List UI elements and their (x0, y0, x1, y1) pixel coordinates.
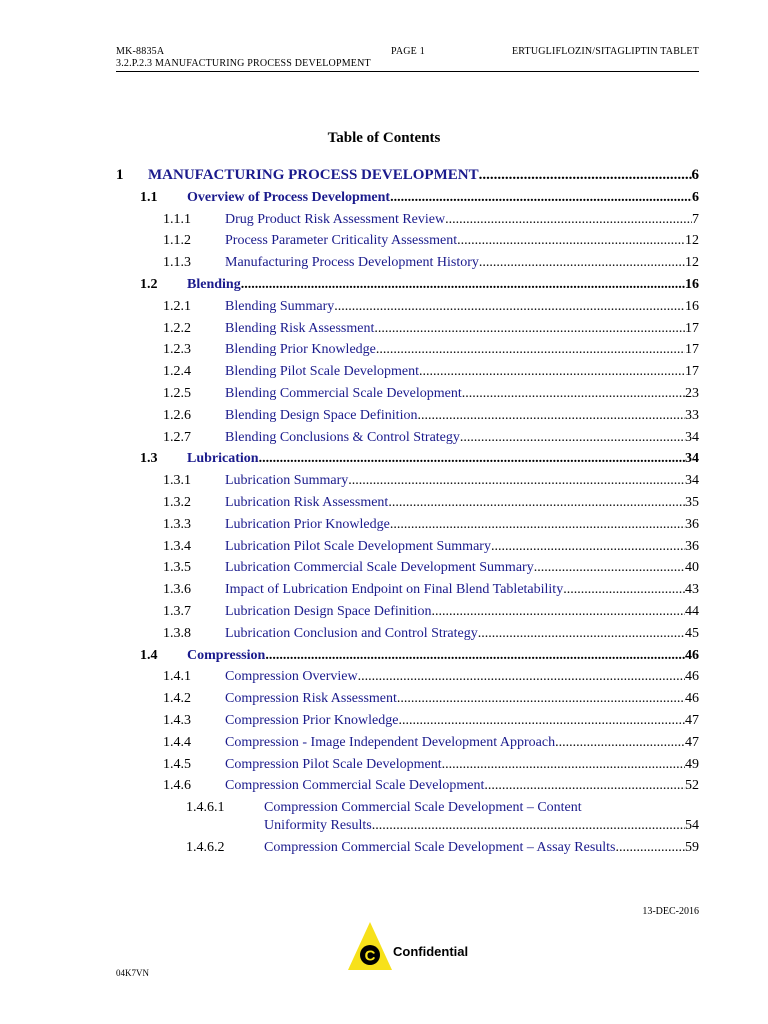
toc-entry-continuation[interactable] (264, 814, 699, 834)
toc-leader-dots (372, 818, 685, 834)
toc-leader-dots (479, 167, 692, 184)
toc-entry[interactable] (163, 556, 699, 576)
toc-entry-page: 59 (685, 840, 699, 855)
toc-entry[interactable] (140, 273, 699, 293)
toc-entry-page: 46 (685, 691, 699, 707)
toc-entry-number: 1.3.4 (163, 538, 191, 554)
toc-entry-page: 12 (685, 255, 699, 271)
toc-entry-page: 46 (685, 647, 699, 663)
toc-entry-number: 1.3.5 (163, 560, 191, 576)
toc-entry-page: 17 (685, 320, 699, 336)
toc-entry[interactable] (140, 644, 699, 664)
toc-entry-page: 17 (685, 364, 699, 380)
toc-leader-dots (259, 451, 685, 467)
toc-entry-label[interactable]: Compression Commercial Scale Development – Assay Results (264, 840, 616, 855)
toc-entry-label[interactable]: Drug Product Risk Assessment Review (225, 211, 446, 227)
toc-entry[interactable] (163, 317, 699, 337)
toc-leader-dots (417, 408, 685, 424)
toc-entry[interactable] (163, 687, 699, 707)
toc-entry[interactable] (163, 731, 699, 751)
toc-entry-number: 1.1 (140, 189, 158, 205)
toc-entry[interactable] (163, 578, 699, 598)
toc-entry-label[interactable]: Blending Summary (225, 298, 335, 314)
toc-entry-page: 52 (685, 778, 699, 794)
toc-entry-label[interactable]: Manufacturing Process Development History (225, 255, 479, 271)
toc-entry-page: 47 (685, 713, 699, 728)
toc-entry-label[interactable]: Compression Commercial Scale Development – Content (264, 800, 582, 816)
toc-entry-label[interactable]: Compression Pilot Scale Development (225, 756, 442, 772)
toc-entry-label[interactable]: Compression Prior Knowledge (225, 713, 399, 728)
toc-entry-label[interactable]: Lubrication Pilot Scale Development Summary (225, 538, 491, 554)
toc-leader-dots (478, 626, 685, 642)
toc-entry[interactable] (163, 295, 699, 315)
toc-entry-page: 7 (692, 211, 699, 227)
toc-entry-label[interactable]: Blending Risk Assessment (225, 320, 375, 336)
toc-leader-dots (397, 691, 685, 707)
toc-entry-page: 54 (685, 818, 699, 834)
toc-entry[interactable] (163, 208, 699, 228)
toc-entry-number: 1.1.1 (163, 211, 191, 227)
toc-leader-dots (431, 604, 685, 620)
toc-entry-page: 40 (685, 560, 699, 576)
toc-entry-label[interactable]: Blending Prior Knowledge (225, 342, 376, 358)
toc-entry[interactable] (186, 836, 699, 856)
toc-entry-page: 34 (685, 473, 699, 489)
toc-leader-dots (457, 233, 685, 249)
header-doc-code: MK-8835A (116, 46, 165, 57)
toc-entry-label[interactable]: Blending (187, 277, 241, 292)
toc-entry-label[interactable]: Blending Pilot Scale Development (225, 364, 420, 380)
toc-entry-number: 1.4.4 (163, 734, 191, 750)
toc-entry-label[interactable]: Blending Conclusions & Control Strategy (225, 429, 460, 445)
toc-leader-dots (358, 669, 685, 685)
toc-leader-dots (398, 713, 685, 729)
toc-entry[interactable] (163, 491, 699, 511)
header-rule (116, 71, 699, 72)
toc-entry-label[interactable]: Compression - Image Independent Development Approach (225, 734, 556, 750)
toc-entry-number: 1.2.7 (163, 429, 191, 445)
toc-leader-dots (616, 840, 685, 856)
toc-entry-page: 49 (685, 756, 699, 772)
toc-entry-label[interactable]: Compression Commercial Scale Development (225, 778, 485, 794)
toc-entry[interactable] (163, 360, 699, 380)
toc-entry-page: 45 (685, 625, 699, 641)
toc-entry-page: 33 (685, 407, 699, 423)
toc-entry-number: 1.2 (140, 277, 158, 292)
toc-entry-page: 34 (685, 429, 699, 445)
toc-entry-label[interactable]: Lubrication Design Space Definition (225, 604, 432, 619)
toc-entry-label[interactable]: Lubrication Summary (225, 473, 349, 489)
toc-entry-number: 1.4.3 (163, 713, 191, 728)
document-id: 04K7VN (116, 968, 149, 978)
toc-leader-dots (390, 517, 685, 533)
toc-entry-number: 1.3 (140, 451, 158, 467)
toc-leader-dots (374, 321, 685, 337)
toc-entry[interactable] (163, 535, 699, 555)
toc-entry-number: 1.3.8 (163, 625, 191, 641)
toc-leader-dots (484, 778, 685, 794)
toc-entry[interactable] (163, 753, 699, 773)
toc-entry[interactable] (163, 469, 699, 489)
toc-entry-page: 6 (691, 167, 699, 183)
toc-entry[interactable] (163, 251, 699, 271)
toc-entry-page: 23 (685, 386, 699, 401)
toc-entry-page: 16 (685, 277, 699, 292)
toc-entry-number: 1.2.4 (163, 364, 191, 380)
toc-entry-number: 1.2.1 (163, 298, 191, 314)
toc-title: Table of Contents (327, 130, 441, 146)
toc-entry-page: 47 (685, 734, 699, 750)
toc-entry-page: 36 (685, 538, 699, 554)
toc-entry-number: 1.4.5 (163, 756, 191, 772)
toc-entry-number: 1.3.2 (163, 495, 191, 510)
toc-entry-number: 1.3.3 (163, 516, 191, 532)
toc-entry-page: 35 (685, 495, 699, 510)
toc-entry-label[interactable]: Compression Risk Assessment (225, 691, 397, 707)
toc-entry[interactable] (163, 622, 699, 642)
svg-text:C: C (364, 947, 376, 965)
toc-leader-dots (534, 560, 685, 576)
toc-entry[interactable] (163, 665, 699, 685)
toc-leader-dots (241, 277, 685, 293)
toc-entry-page: 44 (685, 604, 699, 619)
toc-entry[interactable] (140, 186, 699, 206)
toc-leader-dots (442, 757, 685, 773)
toc-entry[interactable] (186, 796, 699, 816)
toc-entry-page: 6 (692, 189, 699, 205)
toc-entry-label[interactable]: Blending Commercial Scale Development (225, 386, 462, 401)
toc-entry-label[interactable]: Lubrication Risk Assessment (225, 495, 389, 510)
toc-entry-number: 1.3.7 (163, 604, 191, 619)
toc-leader-dots (563, 582, 685, 598)
toc-entry-number: 1.1.2 (163, 233, 191, 249)
toc-leader-dots (388, 495, 685, 511)
toc-entry-label[interactable]: Blending Design Space Definition (225, 407, 418, 423)
header-product: ERTUGLIFLOZIN/SITAGLIPTIN TABLET (511, 46, 699, 57)
footer-date: 13-DEC-2016 (642, 906, 699, 917)
toc-entry[interactable] (140, 447, 699, 467)
toc-entry-number: 1.4 (140, 647, 158, 663)
header-page-number: PAGE 1 (391, 46, 425, 57)
toc-leader-dots (462, 386, 685, 402)
toc-entry[interactable] (163, 513, 699, 533)
toc-entry-label[interactable]: Compression (187, 647, 266, 663)
toc-entry[interactable] (163, 426, 699, 446)
toc-entry-page: 12 (685, 233, 699, 249)
toc-entry-number: 1.2.2 (163, 320, 191, 336)
toc-entry[interactable] (163, 709, 699, 729)
toc-entry-label[interactable]: Lubrication (187, 451, 259, 467)
toc-entry-page: 36 (685, 516, 699, 532)
toc-entry-label[interactable]: Lubrication Prior Knowledge (225, 516, 390, 532)
toc-entry-label[interactable]: Overview of Process Development (187, 189, 391, 205)
toc-entry[interactable] (163, 229, 699, 249)
toc-leader-dots (348, 473, 685, 489)
toc-entry-page: 34 (685, 451, 699, 467)
toc-entry[interactable] (163, 600, 699, 620)
toc-entry-page: 16 (685, 298, 699, 314)
toc-entry-number: 1.4.1 (163, 669, 191, 685)
header-section: 3.2.P.2.3 MANUFACTURING PROCESS DEVELOPMENT (116, 58, 371, 69)
toc-entry-number: 1 (116, 167, 124, 183)
toc-leader-dots (555, 735, 685, 751)
toc-leader-dots (419, 364, 685, 380)
toc-entry-label-continued[interactable]: Uniformity Results (264, 818, 372, 834)
toc-leader-dots (334, 299, 685, 315)
toc-leader-dots (479, 255, 685, 271)
toc-entry-label[interactable]: Compression Overview (225, 669, 358, 685)
toc-leader-dots (390, 190, 692, 206)
toc-leader-dots (445, 212, 692, 228)
toc-entry-label[interactable]: Lubrication Conclusion and Control Strategy (225, 625, 478, 641)
toc-entry-label[interactable]: MANUFACTURING PROCESS DEVELOPMENT (148, 167, 479, 183)
toc-entry-number: 1.3.6 (163, 582, 191, 598)
toc-entry-number: 1.4.2 (163, 691, 191, 707)
toc-entry-number: 1.1.3 (163, 255, 191, 271)
toc-entry-number: 1.3.1 (163, 473, 191, 489)
toc-entry[interactable] (116, 164, 699, 184)
toc-leader-dots (265, 648, 685, 664)
toc-entry[interactable] (163, 338, 699, 358)
toc-entry-label[interactable]: Process Parameter Criticality Assessment (225, 233, 458, 249)
toc-leader-dots (491, 539, 685, 555)
toc-entry[interactable] (163, 774, 699, 794)
toc-entry-number: 1.4.6.2 (186, 840, 225, 855)
toc-entry[interactable] (163, 404, 699, 424)
confidential-label: Confidential (393, 944, 469, 959)
toc-entry-number: 1.2.6 (163, 407, 191, 423)
toc-entry-label[interactable]: Lubrication Commercial Scale Development Summary (225, 560, 534, 576)
toc-entry-number: 1.2.5 (163, 386, 191, 401)
toc-entry-label[interactable]: Impact of Lubrication Endpoint on Final Blend Tabletability (225, 582, 564, 598)
toc-entry-page: 17 (685, 342, 699, 358)
toc-entry-number: 1.4.6.1 (186, 800, 225, 816)
toc-entry-number: 1.4.6 (163, 778, 191, 794)
toc-entry-number: 1.2.3 (163, 342, 191, 358)
toc-entry[interactable] (163, 382, 699, 402)
toc-leader-dots (376, 342, 685, 358)
toc-entry-page: 46 (685, 669, 699, 685)
toc-leader-dots (460, 430, 685, 446)
toc-entry-page: 43 (685, 582, 699, 598)
